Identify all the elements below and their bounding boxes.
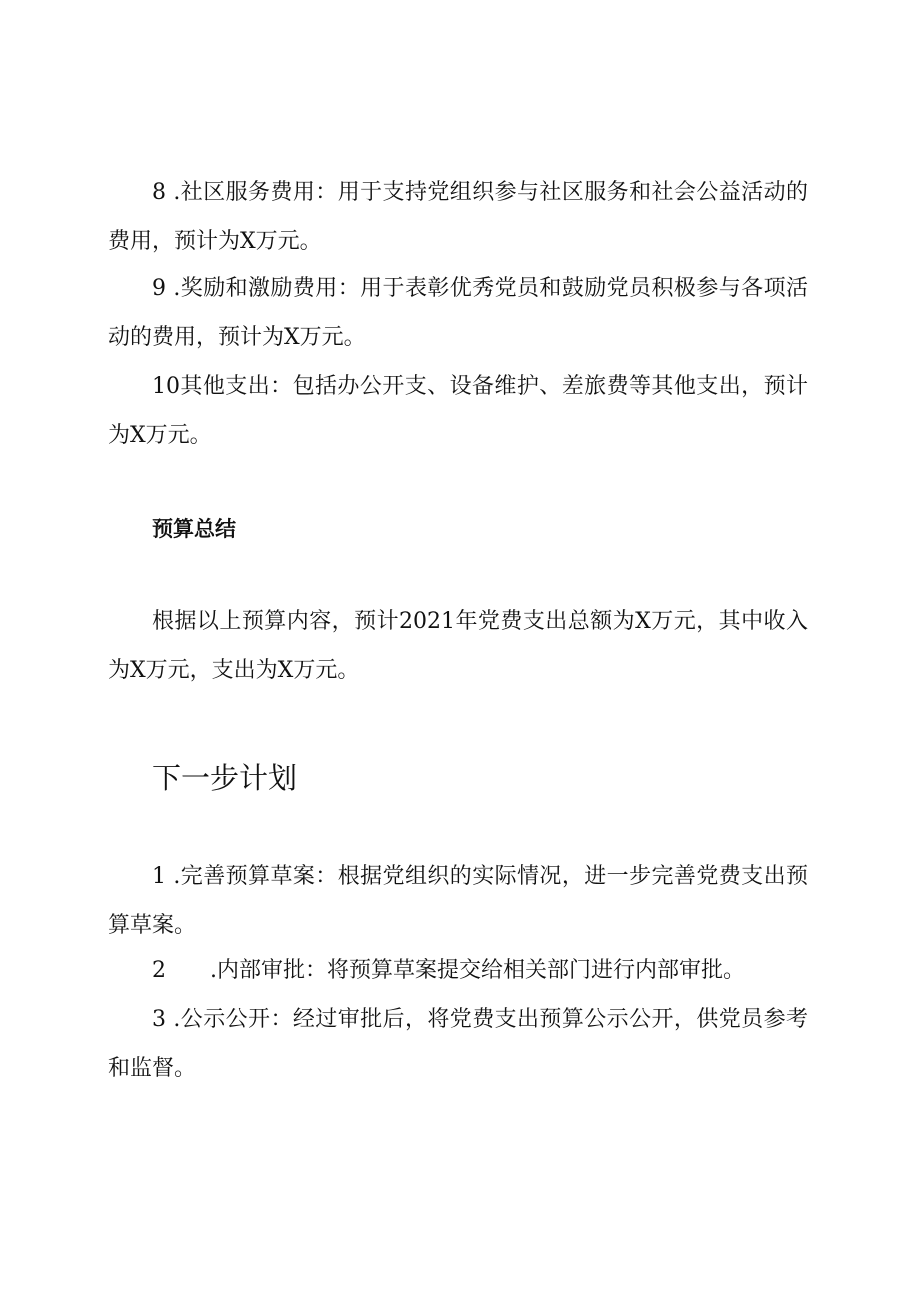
summary-title: 预算总结 — [152, 517, 236, 541]
budget-item-9: 9 .奖励和激励费用：用于表彰优秀党员和鼓励党员积极参与各项活动的费用，预计为X万元。 — [108, 276, 808, 350]
budget-item-8: 8 .社区服务费用：用于支持党组织参与社区服务和社会公益活动的费用，预计为X万元。 — [108, 180, 808, 254]
next-step-item-3: 3 .公示公开：经过审批后，将党费支出预算公示公开，供党员参考和监督。 — [108, 1007, 808, 1081]
next-step-item-2: 2 .内部审批：将预算草案提交给相关部门进行内部审批。 — [152, 958, 745, 983]
next-step-item-1: 1 .完善预算草案：根据党组织的实际情况，进一步完善党费支出预算草案。 — [108, 864, 808, 938]
next-steps-title: 下一步计划 — [152, 761, 298, 795]
summary-text: 根据以上预算内容，预计2021年党费支出总额为X万元，其中收入为X万元，支出为X万元。 — [108, 609, 808, 683]
budget-item-10: 10其他支出：包括办公开支、设备维护、差旅费等其他支出，预计为X万元。 — [108, 374, 808, 448]
